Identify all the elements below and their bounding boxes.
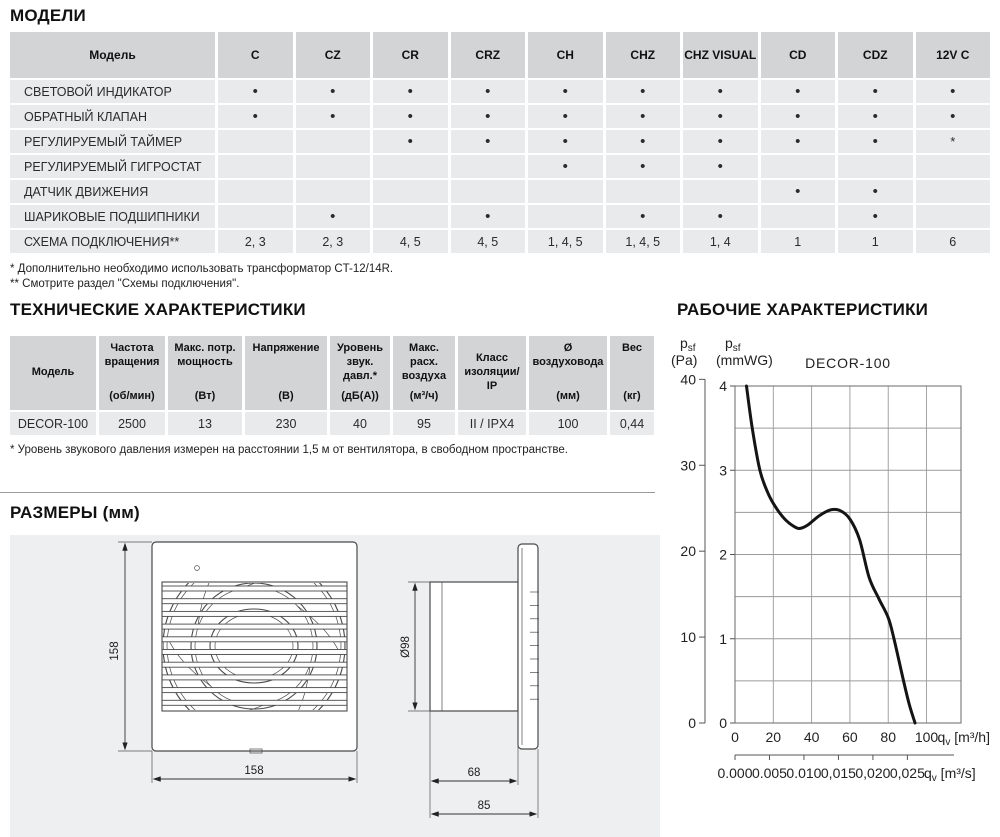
pa-tick-label: 0 <box>688 715 696 731</box>
tech-header-unit: (мм) <box>556 390 580 403</box>
feature-cell <box>451 180 526 203</box>
feature-cell <box>683 80 758 103</box>
chart-title: DECOR-100 <box>805 355 891 371</box>
feature-cell <box>838 130 913 153</box>
tech-header-unit: (об/мин) <box>109 390 155 403</box>
feature-dot: • <box>562 133 568 150</box>
feature-cell <box>296 130 371 153</box>
feature-cell <box>218 155 293 178</box>
mmwg-tick-label: 4 <box>719 378 727 394</box>
feature-cell <box>761 105 836 128</box>
feature-dot: • <box>640 108 646 125</box>
tech-header-name: Класс изоляции/ IP <box>464 352 520 392</box>
tech-value-cell: DECOR-100 <box>10 412 96 435</box>
feature-cell <box>606 205 681 228</box>
feature-dot: • <box>717 133 723 150</box>
feature-dot: • <box>640 83 646 100</box>
feature-cell <box>296 155 371 178</box>
feature-dot: • <box>717 208 723 225</box>
feature-dot: • <box>407 108 413 125</box>
feature-dot: • <box>330 108 336 125</box>
feature-cell <box>683 205 758 228</box>
dimensions-section-title: РАЗМЕРЫ (мм) <box>10 503 140 522</box>
feature-cell <box>916 205 991 228</box>
feature-cell: 1 <box>838 230 913 253</box>
tech-column-header <box>10 336 96 410</box>
secondary-tick-label: 0.010 <box>786 765 822 781</box>
feature-cell <box>761 155 836 178</box>
footnote-transformer: * Дополнительно необходимо использовать трансформатор CT-12/14R. <box>10 263 394 275</box>
feature-dot: • <box>717 83 723 100</box>
feature-cell <box>916 180 991 203</box>
feature-cell <box>373 130 448 153</box>
feature-cell <box>916 80 991 103</box>
feature-cell <box>218 130 293 153</box>
feature-cell <box>606 105 681 128</box>
secondary-tick-label: 0,015 <box>820 765 856 781</box>
tech-column-header <box>245 336 327 410</box>
models-column-header: CHZ VISUAL <box>683 32 758 78</box>
performance-curve-chart <box>668 328 998 808</box>
x-tick-label: 80 <box>880 729 897 745</box>
x-tick-label: 40 <box>803 729 820 745</box>
feature-cell <box>373 205 448 228</box>
mmwg-tick-label: 3 <box>719 462 727 479</box>
feature-cell <box>296 80 371 103</box>
feature-cell <box>218 80 293 103</box>
feature-cell <box>528 180 603 203</box>
tech-header-name: Макс. расх. воздуха <box>401 342 447 382</box>
secondary-tick-label: 0.005 <box>751 765 787 781</box>
feature-cell: 1, 4 <box>683 230 758 253</box>
tech-value-cell: 13 <box>168 412 242 435</box>
feature-dot: • <box>717 158 723 175</box>
footnote-wiring: ** Смотрите раздел "Схемы подключения". <box>10 278 240 290</box>
pa-tick-label: 20 <box>680 543 696 560</box>
feature-row-label: ОБРАТНЫЙ КЛАПАН <box>10 105 215 128</box>
feature-cell <box>683 105 758 128</box>
tech-header-name: Ø воздуховода <box>532 342 604 368</box>
models-section-title: МОДЕЛИ <box>10 6 86 25</box>
pa-tick-label: 30 <box>680 457 696 474</box>
total-depth-dim: 85 <box>477 800 491 812</box>
models-column-header: CH <box>528 32 603 78</box>
feature-row-label: РЕГУЛИРУЕМЫЙ ТАЙМЕР <box>10 130 215 153</box>
mmwg-tick-label: 1 <box>719 630 727 647</box>
feature-cell <box>373 105 448 128</box>
tech-header-name: Уровень звук. давл.* <box>336 342 383 382</box>
feature-dot: • <box>407 83 413 100</box>
tech-footnote: * Уровень звукового давления измерен на расстоянии 1,5 м от вентилятора, в свободном пространстве. <box>10 444 568 456</box>
feature-dot: • <box>795 183 801 200</box>
front-height-dim: 158 <box>109 641 121 661</box>
feature-cell: 4, 5 <box>451 230 526 253</box>
feature-cell <box>451 205 526 228</box>
models-column-header: CZ <box>296 32 371 78</box>
feature-cell <box>528 205 603 228</box>
tech-column-header <box>99 336 165 410</box>
feature-cell <box>916 105 991 128</box>
feature-cell <box>528 155 603 178</box>
feature-dot: • <box>950 108 956 125</box>
secondary-tick-label: 0,025 <box>889 765 925 781</box>
feature-cell <box>528 130 603 153</box>
feature-cell <box>451 80 526 103</box>
feature-dot: • <box>795 83 801 100</box>
feature-dot: • <box>717 108 723 125</box>
feature-dot: • <box>330 83 336 100</box>
x-tick-label: 60 <box>842 729 858 745</box>
feature-dot: • <box>485 133 491 150</box>
feature-cell <box>296 180 371 203</box>
secondary-tick-label: 0,020 <box>855 765 891 781</box>
feature-row-label: СВЕТОВОЙ ИНДИКАТОР <box>10 80 215 103</box>
feature-cell <box>606 180 681 203</box>
feature-dot: • <box>950 83 956 100</box>
secondary-tick-label: 0.000 <box>717 765 753 781</box>
feature-cell: 2, 3 <box>218 230 293 253</box>
feature-dot: • <box>562 108 568 125</box>
feature-cell <box>683 155 758 178</box>
feature-dot: • <box>640 133 646 150</box>
feature-cell <box>218 180 293 203</box>
tech-value-cell: 100 <box>529 412 607 435</box>
dimension-drawings <box>10 535 660 837</box>
feature-dot: • <box>407 133 413 150</box>
feature-cell <box>761 130 836 153</box>
feature-dot: • <box>872 183 878 200</box>
feature-dot: • <box>485 108 491 125</box>
tech-column-header <box>330 336 390 410</box>
feature-dot: • <box>872 133 878 150</box>
feature-cell <box>218 205 293 228</box>
feature-cell: 4, 5 <box>373 230 448 253</box>
feature-cell <box>451 130 526 153</box>
feature-row-label: СХЕМА ПОДКЛЮЧЕНИЯ** <box>10 230 215 253</box>
feature-dot: • <box>640 158 646 175</box>
feature-dot: • <box>872 83 878 100</box>
models-column-header: 12V C <box>916 32 991 78</box>
feature-cell <box>451 105 526 128</box>
tech-header-unit: (Вт) <box>194 390 216 403</box>
models-column-header: CRZ <box>451 32 526 78</box>
feature-cell <box>218 105 293 128</box>
tech-header-unit: (В) <box>278 390 294 403</box>
feature-cell <box>761 180 836 203</box>
dimensions-panel <box>10 535 660 837</box>
pa-tick-label: 40 <box>680 371 696 388</box>
models-column-header: CHZ <box>606 32 681 78</box>
feature-cell <box>683 180 758 203</box>
x-tick-label: 20 <box>765 729 782 745</box>
feature-cell <box>683 130 758 153</box>
feature-cell: * <box>916 130 991 153</box>
tech-column-header <box>393 336 455 410</box>
tech-header-name: Вес <box>621 342 643 354</box>
feature-dot: • <box>330 208 336 225</box>
tech-value-cell: 230 <box>245 412 327 435</box>
feature-cell <box>528 105 603 128</box>
tech-header-unit: (кг) <box>623 390 641 403</box>
feature-dot: • <box>485 83 491 100</box>
models-column-header: CD <box>761 32 836 78</box>
mmwg-tick-label: 0 <box>719 715 727 731</box>
feature-row-label: РЕГУЛИРУЕМЫЙ ГИГРОСТАТ <box>10 155 215 178</box>
secondary-axis-unit: $q_v$ [m³/s] <box>924 765 976 784</box>
pa-axis-name: $p_{sf}$ <box>680 335 696 354</box>
tech-header-name: Макс. потр. мощность <box>174 342 236 368</box>
tech-header-unit: (дБ(А)) <box>341 390 379 403</box>
mmwg-axis-name: $p_{sf}$ <box>725 335 741 354</box>
tech-value-cell: II / IPX4 <box>458 412 526 435</box>
feature-cell <box>838 155 913 178</box>
tech-header-name: Напряжение <box>252 342 320 354</box>
tech-header-unit: (м³/ч) <box>409 390 439 403</box>
pa-tick-label: 10 <box>680 629 696 646</box>
pa-axis-unit: (Pa) <box>671 352 698 368</box>
tech-value-cell: 40 <box>330 412 390 435</box>
tech-column-header <box>458 336 526 410</box>
feature-dot: • <box>640 208 646 225</box>
feature-cell <box>451 155 526 178</box>
feature-dot: • <box>562 83 568 100</box>
tech-value-cell: 0,44 <box>610 412 654 435</box>
mmwg-axis-unit: (mmWG) <box>716 352 773 368</box>
feature-cell <box>761 205 836 228</box>
feature-cell: 1, 4, 5 <box>528 230 603 253</box>
tech-value-cell: 95 <box>393 412 455 435</box>
tech-value-cell: 2500 <box>99 412 165 435</box>
feature-cell <box>761 80 836 103</box>
feature-cell: 1, 4, 5 <box>606 230 681 253</box>
feature-dot: • <box>252 83 258 100</box>
feature-cell <box>606 155 681 178</box>
duct-length-dim: 68 <box>467 767 481 779</box>
feature-cell <box>373 180 448 203</box>
fan-front-view <box>109 542 357 783</box>
feature-dot: • <box>795 108 801 125</box>
feature-cell <box>606 80 681 103</box>
feature-cell <box>373 80 448 103</box>
tech-header-name: Частота вращения <box>104 342 160 368</box>
feature-row-label: ШАРИКОВЫЕ ПОДШИПНИКИ <box>10 205 215 228</box>
tech-column-header <box>168 336 242 410</box>
tech-column-header <box>610 336 654 410</box>
models-column-header: C <box>218 32 293 78</box>
feature-dot: • <box>485 208 491 225</box>
feature-cell <box>838 205 913 228</box>
models-footnotes <box>10 262 393 292</box>
models-column-header: CDZ <box>838 32 913 78</box>
mmwg-tick-label: 2 <box>719 546 727 563</box>
feature-dot: • <box>562 158 568 175</box>
performance-section-title: РАБОЧИЕ ХАРАКТЕРИСТИКИ <box>677 300 929 319</box>
tech-section-title: ТЕХНИЧЕСКИЕ ХАРАКТЕРИСТИКИ <box>10 300 306 319</box>
section-divider <box>0 492 655 493</box>
feature-cell <box>606 130 681 153</box>
feature-cell: 6 <box>916 230 991 253</box>
feature-cell <box>296 205 371 228</box>
feature-dot: • <box>795 133 801 150</box>
feature-cell <box>373 155 448 178</box>
fan-side-view <box>400 544 539 818</box>
x-axis-unit: $q_v$ [m³/h] <box>937 729 990 748</box>
models-header-model: Модель <box>10 32 215 78</box>
tech-column-header <box>529 336 607 410</box>
feature-cell <box>838 80 913 103</box>
feature-cell <box>528 80 603 103</box>
models-column-header: CR <box>373 32 448 78</box>
feature-cell: 2, 3 <box>296 230 371 253</box>
feature-cell <box>838 105 913 128</box>
feature-dot: • <box>872 208 878 225</box>
tech-header-name: Модель <box>31 366 75 379</box>
feature-cell: 1 <box>761 230 836 253</box>
front-width-dim: 158 <box>244 765 264 777</box>
feature-cell <box>916 155 991 178</box>
feature-dot: • <box>872 108 878 125</box>
feature-row-label: ДАТЧИК ДВИЖЕНИЯ <box>10 180 215 203</box>
tech-spec-table <box>10 336 654 435</box>
x-tick-label: 100 <box>914 729 939 745</box>
feature-dot: • <box>252 108 258 125</box>
x-tick-label: 0 <box>731 729 739 745</box>
duct-diameter-dim: Ø98 <box>400 636 412 658</box>
feature-cell <box>838 180 913 203</box>
models-feature-table <box>10 32 990 253</box>
feature-cell <box>296 105 371 128</box>
